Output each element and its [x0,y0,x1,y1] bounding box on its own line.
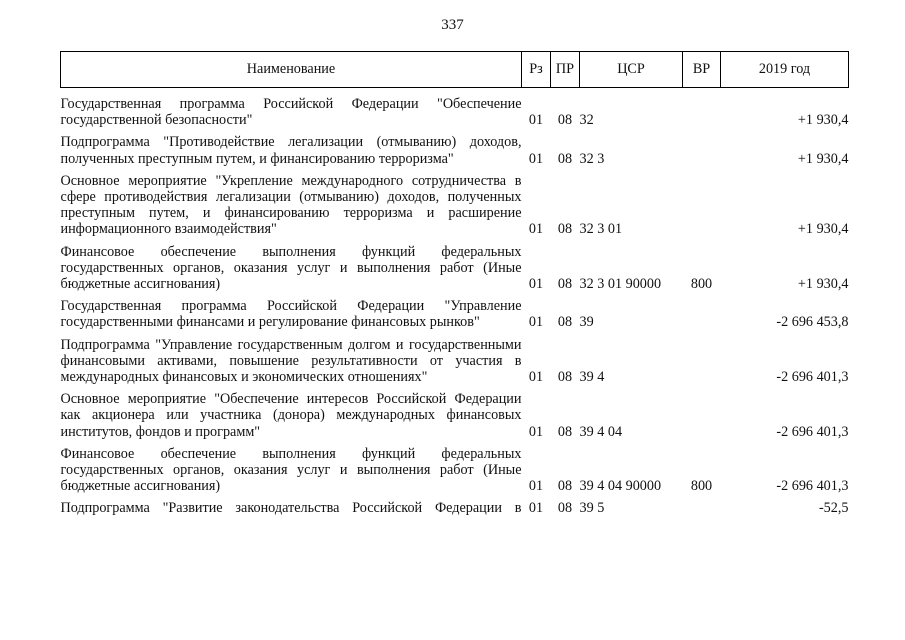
row-amount: +1 930,4 [797,150,849,167]
row-pr: 08 [557,150,573,167]
row-amount: -52,5 [818,500,849,517]
row-rz: 01 [528,150,544,167]
table-row [61,443,849,498]
row-vr: 800 [690,478,713,495]
row-rz: 01 [528,423,544,440]
row-csr: 32 [579,112,594,129]
row-csr: 32 3 [579,150,605,167]
table-row [61,131,849,169]
row-rz: 01 [528,314,544,331]
row-amount: -2 696 401,3 [776,369,849,386]
row-rz: 01 [528,478,544,495]
row-name: Подпрограмма "Развитие законодательства Российской Федерации в [60,500,522,517]
row-vr [683,497,721,519]
row-vr: 800 [690,276,713,293]
header-vr: ВР [683,52,721,88]
row-amount: +1 930,4 [797,112,849,129]
header-pr: ПР [551,52,580,88]
row-pr: 08 [557,500,573,517]
row-name: Подпрограмма "Противодействие легализации (отмыванию) доходов, полученных преступным путем, и финансированию терроризма" [60,134,522,167]
row-rz: 01 [528,276,544,293]
row-pr: 08 [557,478,573,495]
header-name: Наименование [61,52,522,88]
row-name: Финансовое обеспечение выполнения функций федеральных государственных органов, оказания услуг и выполнения работ (Иные бюджетные ассигнования) [60,445,522,495]
header-csr: ЦСР [580,52,683,88]
table-row [61,170,849,241]
table-header-row [61,52,849,88]
row-amount: +1 930,4 [797,276,849,293]
budget-table [60,51,849,520]
row-csr: 39 4 04 [579,423,623,440]
row-pr: 08 [557,221,573,238]
row-name: Основное мероприятие "Укрепление международного сотрудничества в сфере противодействия легализации (отмыванию) доходов, полученных преступным путем, и финансированию терроризма и расширение информационного взаимодействия" [60,172,522,238]
row-rz: 01 [528,369,544,386]
row-amount: -2 696 453,8 [776,314,849,331]
row-name: Государственная программа Российской Федерации "Обеспечение государственной безопасности" [60,96,522,129]
row-amount: -2 696 401,3 [776,478,849,495]
table-row [61,241,849,296]
row-rz: 01 [528,112,544,129]
row-name: Основное мероприятие "Обеспечение интересов Российской Федерации как акционера или участника (донора) международных финансовых институтов, фондов и программ" [60,391,522,440]
row-pr: 08 [557,112,573,129]
header-year: 2019 год [721,52,849,88]
row-csr: 39 [579,314,594,331]
row-name: Государственная программа Российской Федерации "Управление государственными финансами и регулирование финансовых рынков" [60,298,522,331]
row-csr: 39 4 04 90000 [579,478,662,495]
row-rz: 01 [528,500,544,517]
row-name: Подпрограмма "Управление государственным долгом и государственными финансовыми активами, повышение результативности от участия в международных финансовых и экономических отношениях" [60,336,522,386]
row-amount: -2 696 401,3 [776,423,849,440]
row-csr: 32 3 01 [579,221,623,238]
row-pr: 08 [557,276,573,293]
table-row [61,388,849,443]
row-name: Финансовое обеспечение выполнения функций федеральных государственных органов, оказания услуг и выполнения работ (Иные бюджетные ассигнования) [60,243,522,293]
row-vr [683,93,721,131]
row-csr: 39 5 [579,500,605,517]
table-row [61,93,849,131]
row-vr [683,295,721,333]
row-vr [683,388,721,443]
table-row [61,295,849,333]
row-rz: 01 [528,221,544,238]
row-csr: 32 3 01 90000 [579,276,662,293]
row-pr: 08 [557,369,573,386]
row-vr [683,131,721,169]
page-number: 337 [441,17,464,33]
table-row [61,334,849,389]
table-row [61,497,849,519]
row-csr: 39 4 [579,369,605,386]
row-vr [683,170,721,241]
row-amount: +1 930,4 [797,221,849,238]
row-pr: 08 [557,423,573,440]
row-vr [683,334,721,389]
row-pr: 08 [557,314,573,331]
header-rz: Рз [522,52,551,88]
